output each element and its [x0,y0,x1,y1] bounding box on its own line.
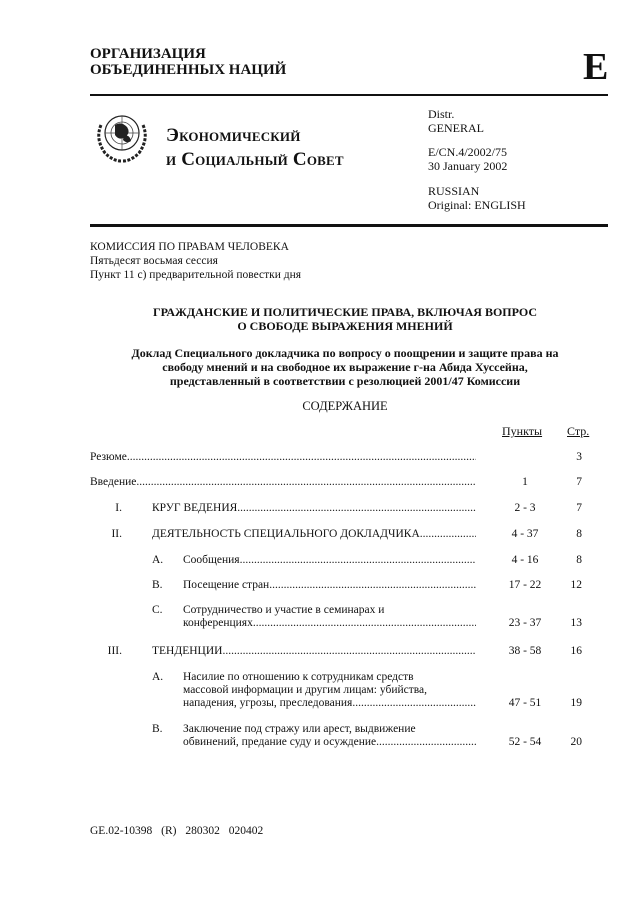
dot-leader [222,645,476,658]
document-date: 30 January 2002 [428,159,508,173]
entry-title-line [183,697,476,710]
entry-title-line [183,671,476,684]
session-info [90,240,301,282]
un-emblem-icon [91,105,153,165]
entry-text: Сообщения [183,554,240,566]
document-symbol: E/CN.4/2002/75 [428,145,508,159]
page-number: 20 [570,736,582,748]
organization-name [90,46,286,78]
paragraph-range: 2 - 3 [514,502,536,514]
distribution [428,107,484,135]
dot-leader [237,502,476,515]
paragraph-range: 23 - 37 [508,617,542,629]
council-name [166,124,344,172]
council-line-1: Экономический [166,125,301,146]
entry-text: Насилие по отношению к сотрудникам средств [183,671,414,683]
dot-leader [127,451,476,464]
entry-text: обвинений, предание суду и осуждение [183,736,377,748]
entry-title-line [183,617,476,630]
paragraph-range: 4 - 16 [511,554,539,566]
agenda-item: Пункт 11 с) предварительной повестки дня [90,269,302,281]
dot-leader [253,617,476,630]
entry-title [152,528,476,541]
entry-text: массовой информации и другим лицам: убийства, [183,684,428,696]
page-number: 12 [570,579,582,591]
subsection-letter: A. [152,554,164,566]
divider [90,94,608,96]
entry-text: Введение [90,476,137,488]
entry-text: ТЕНДЕНЦИИ [152,645,223,657]
entry-title [183,554,476,567]
page-number: 16 [570,645,582,657]
divider-thick [90,224,608,227]
dot-leader [376,736,476,749]
section-number: III. [107,645,122,657]
entry-title [152,502,476,515]
entry-text: Заключение под стражу или арест, выдвижение [183,723,416,735]
report-line-1: Доклад Специального докладчика по вопросу о поощрении и защите права на [131,346,559,360]
entry-title-line [90,451,476,464]
title-line-1: ГРАЖДАНСКИЕ И ПОЛИТИЧЕСКИЕ ПРАВА, ВКЛЮЧАЯ ВОПРОС [152,305,538,319]
page-number: 7 [576,502,582,514]
entry-title [90,451,476,464]
language-block [428,184,526,212]
distr-label: Distr. [428,107,455,121]
page-column-header: Стр. [567,424,590,438]
page-number: 19 [570,697,582,709]
entry-text: конференциях [183,617,253,629]
section-number: I. [115,502,122,514]
page-number: 3 [576,451,582,463]
paragraph-range: 1 [522,476,528,488]
entry-title-line [152,645,476,658]
dot-leader [352,697,476,710]
entry-title-line [183,684,476,697]
subsection-letter: B. [152,723,163,735]
report-line-2: свободу мнений и на свободное их выражение г-на Абида Хуссейна, [162,360,528,374]
entry-title [183,604,476,630]
entry-title-line [152,502,476,515]
page-number: 13 [570,617,582,629]
org-line-1: ОРГАНИЗАЦИЯ [90,46,206,62]
page-number: 7 [576,476,582,488]
entry-text: КРУГ ВЕДЕНИЯ [152,502,238,514]
entry-title [183,579,476,592]
paragraph-range: 4 - 37 [511,528,539,540]
dot-leader [136,476,476,489]
toc-heading: СОДЕРЖАНИЕ [302,399,388,413]
entry-text: нападения, угрозы, преследования [183,697,353,709]
page-number: 8 [576,528,582,540]
document-title [90,305,600,333]
dot-leader [420,528,476,541]
paragraph-range: 47 - 51 [508,697,542,709]
distr-value: GENERAL [428,121,484,135]
entry-title-line [183,554,476,567]
entry-title-line [183,723,476,736]
entry-title [183,671,476,710]
subsection-letter: B. [152,579,163,591]
title-line-2: О СВОБОДЕ ВЫРАЖЕНИЯ МНЕНИЙ [237,319,453,333]
paragraph-range: 38 - 58 [508,645,542,657]
document-code: GE.02-10398 (R) 280302 020402 [90,825,264,837]
language-letter: E [583,46,609,88]
entry-title [90,476,476,489]
paragraph-range: 17 - 22 [508,579,542,591]
commission-name: КОМИССИЯ ПО ПРАВАМ ЧЕЛОВЕКА [90,241,289,253]
entry-text: Резюме [90,451,127,463]
subsection-letter: A. [152,671,164,683]
report-subtitle [90,346,600,388]
document-language: RUSSIAN [428,184,480,198]
entry-title-line [183,579,476,592]
entry-text: ДЕЯТЕЛЬНОСТЬ СПЕЦИАЛЬНОГО ДОКЛАДЧИКА [152,528,420,540]
entry-title-line [183,736,476,749]
dot-leader [269,579,476,592]
entry-text: Сотрудничество и участие в семинарах и [183,604,385,616]
subsection-letter: C. [152,604,163,616]
paragraph-range: 52 - 54 [508,736,542,748]
entry-title-line [90,476,476,489]
section-number: II. [111,528,122,540]
dot-leader [240,554,476,567]
entry-text: Посещение стран [183,579,270,591]
entry-title [152,645,476,658]
original-language: Original: ENGLISH [428,198,526,212]
page-number: 8 [576,554,582,566]
council-line-2: и Социальный Совет [166,149,344,170]
entry-title-line [152,528,476,541]
entry-title [183,723,476,749]
document-symbol-block [428,145,507,173]
session-number: Пятьдесят восьмая сессия [90,255,218,267]
entry-title-line [183,604,476,617]
org-line-2: ОБЪЕДИНЕННЫХ НАЦИЙ [90,62,287,78]
paragraphs-column-header: Пункты [502,424,543,438]
report-line-3: представленный в соответствии с резолюцией 2001/47 Комиссии [169,374,521,388]
